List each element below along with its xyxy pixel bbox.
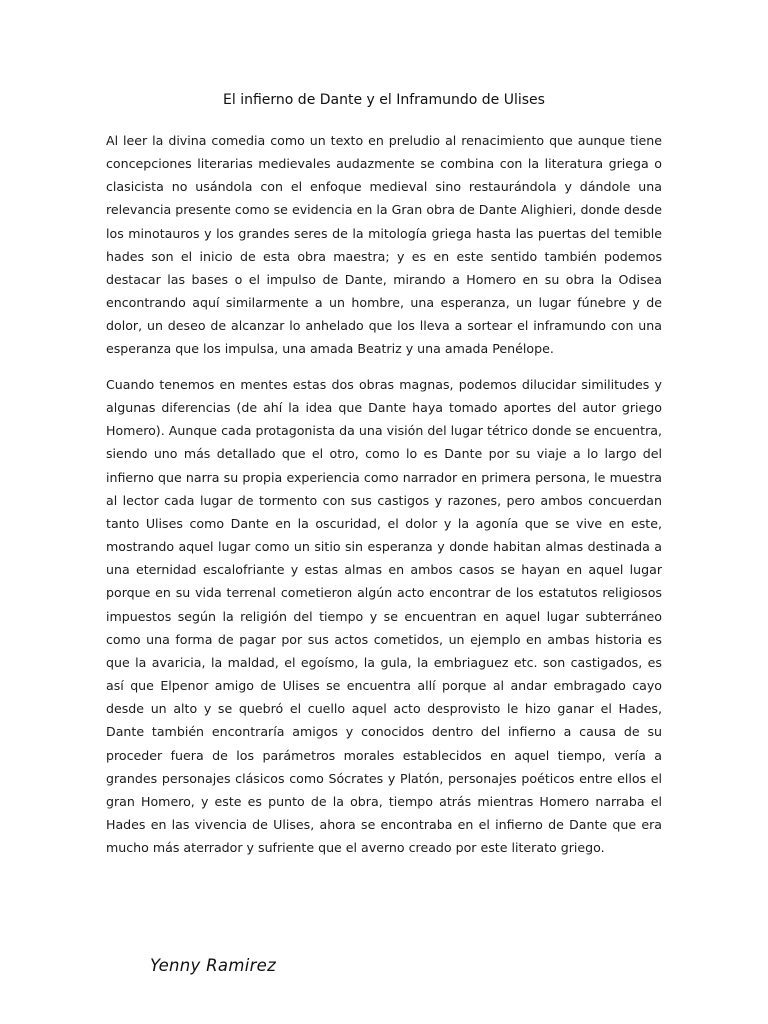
paragraph-1: Al leer la divina comedia como un texto en preludio al renacimiento que aunque tiene concepciones literarias medievales audazmente se combina con la literatura griega o clasicista no usándola con el enfoque medieval sino restaurándola y dándole una relevancia presente como se evidencia en la Gran obra de Dante Alighieri, donde desde los minotauros y los grandes seres de la mitología griega hasta las puertas del temible hades son el inicio de esta obra maestra; y es en este sentido también podemos destacar las bases o el impulso de Dante, mirando a Homero en su obra la Odisea encontrando aquí similarmente a un hombre, una esperanza, un lugar fúnebre y de dolor, un deseo de alcanzar lo anhelado que los lleva a sortear el inframundo con una esperanza que los impulsa, una amada Beatriz y una amada Penélope. [106,133,662,357]
paragraph-2: Cuando tenemos en mentes estas dos obras magnas, podemos dilucidar similitudes y algunas diferencias (de ahí la idea que Dante haya tomado aportes del autor griego Homero). Aunque cada protagonista da una visión del lugar tétrico donde se encuentra, siendo uno más detallado que el otro, como lo es Dante por su viaje a lo largo del infierno que narra su propia experiencia como narrador en primera persona, le muestra al lector cada lugar de tormento con sus castigos y razones, pero ambos concuerdan tanto Ulises como Dante en la oscuridad, el dolor y la agonía que se vive en este, mostrando aquel lugar como un sitio sin esperanza y donde habitan almas destinada a una eternidad escalofriante y estas almas en ambos casos se hayan en aquel lugar porque en su vida terrenal cometieron algún acto encontrar de los estatutos religiosos impuestos según la religión del tiempo y se encuentran en aquel lugar subterráneo como una forma de pagar por sus actos cometidos, un ejemplo en ambas historia es que la avaricia, la maldad, el egoísmo, la gula, la embriaguez etc. son castigados, es así que Elpenor amigo de Ulises se encuentra allí porque al andar embragado cayo desde un alto y se quebró el cuello aquel acto desprovisto le hizo ganar el Hades, Dante también encontraría amigos y conocidos dentro del infierno a causa de su proceder fuera de los parámetros morales establecidos en aquel tiempo, vería a grandes personajes clásicos como Sócrates y Platón, personajes poéticos entre ellos el gran Homero, y este es punto de la obra, tiempo atrás mientras Homero narraba el Hades en las vivencia de Ulises, ahora se encontraba en el infierno de Dante que era mucho más aterrador y sufriente que el averno creado por este literato griego. [106,377,662,856]
author-signature: Yenny Ramirez [150,956,277,975]
document-title: El infierno de Dante y el Inframundo de Ulises [223,92,545,108]
